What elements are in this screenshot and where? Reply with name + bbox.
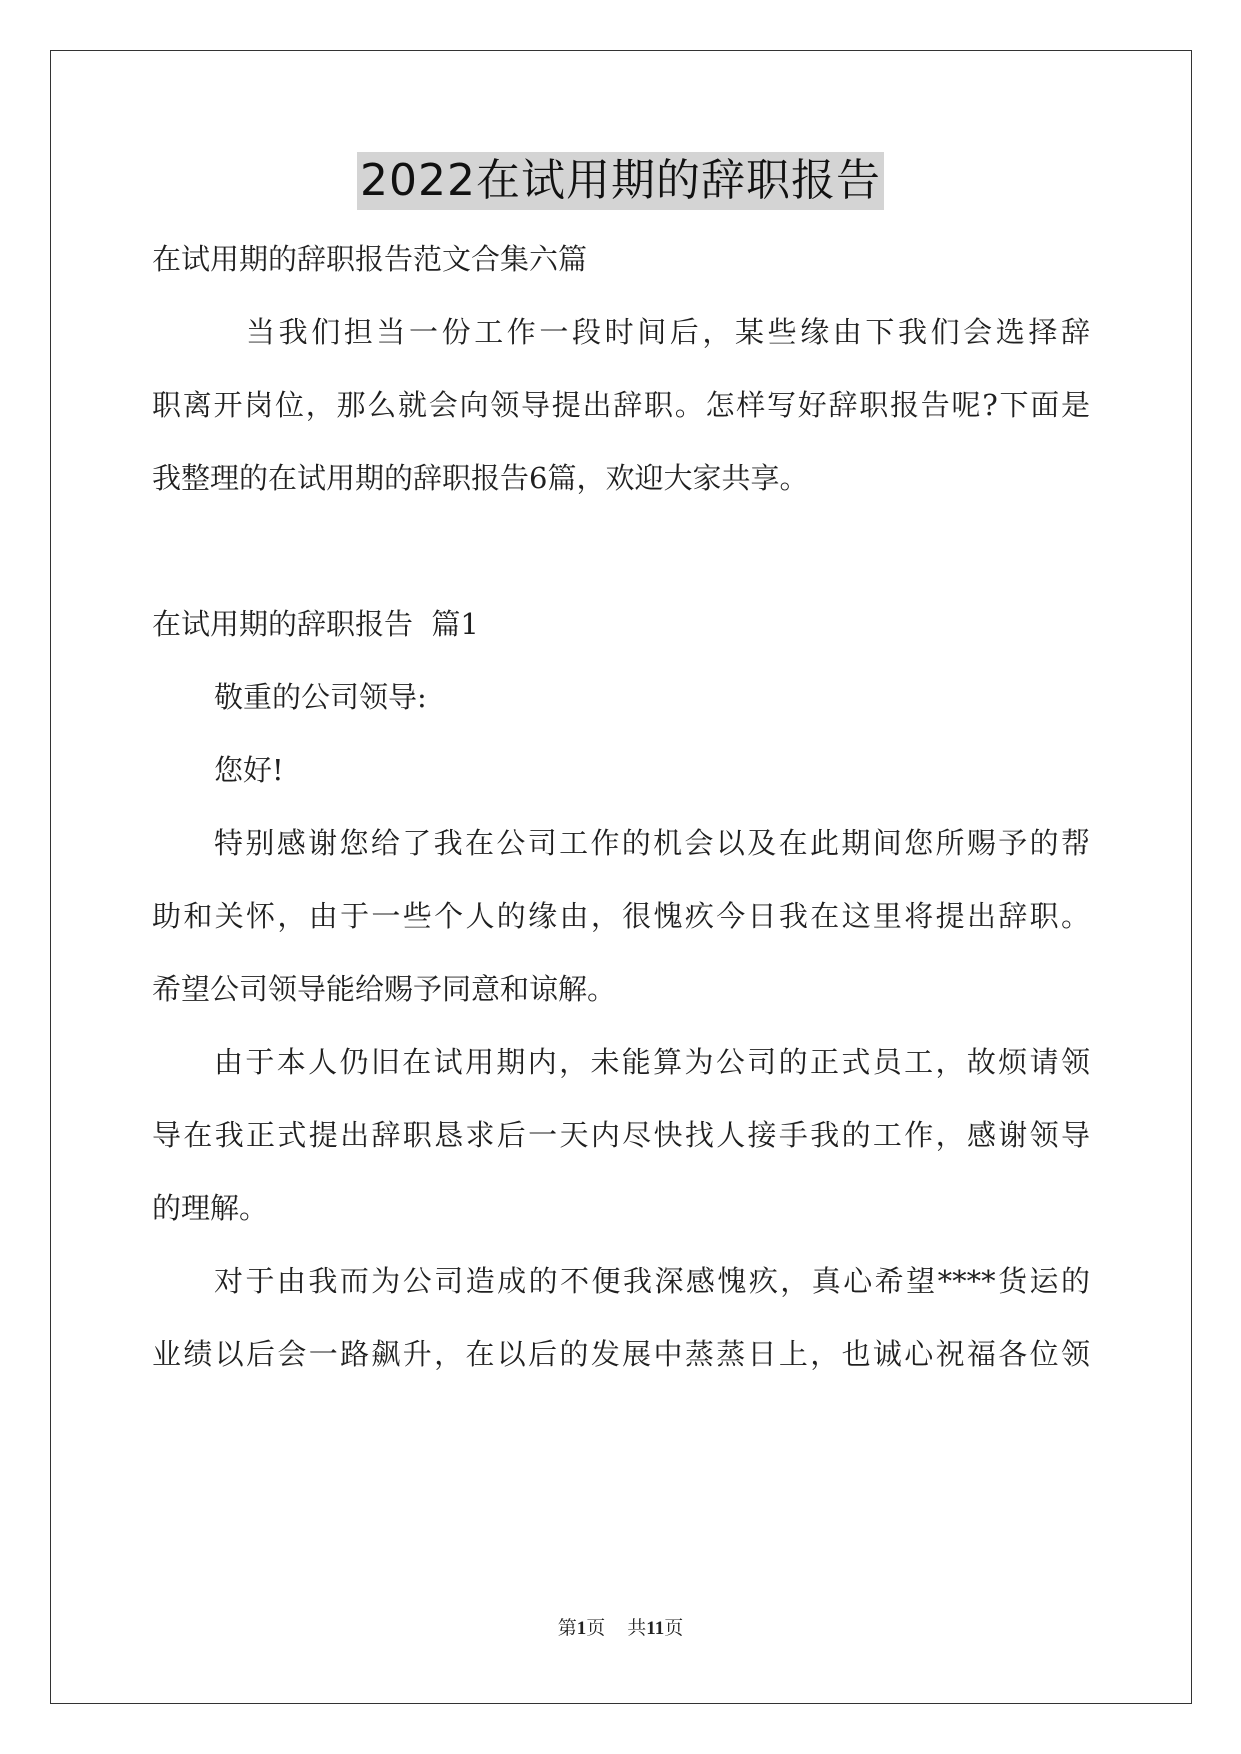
total-unit: 页 <box>664 1618 684 1639</box>
intro-line-1: 当我们担当一份工作一段时间后，某些缘由下我们会选择辞 <box>246 315 1090 349</box>
paragraph1-line-3: 希望公司领导能给赐予同意和谅解。 <box>152 972 617 1006</box>
paragraph2-line-2: 导在我正式提出辞职恳求后一天内尽快找人接手我的工作，感谢领导 <box>152 1118 1090 1152</box>
page-unit: 页 <box>586 1618 606 1639</box>
intro-line-2: 职离开岗位，那么就会向领导提出辞职。怎样写好辞职报告呢?下面是 <box>152 388 1090 422</box>
current-page-number: 1 <box>576 1618 587 1639</box>
paragraph2-line-3: 的理解。 <box>152 1191 269 1225</box>
page-footer <box>0 1613 1241 1640</box>
greeting: 您好! <box>214 753 284 787</box>
paragraph2-line-1: 由于本人仍旧在试用期内，未能算为公司的正式员工，故烦请领 <box>214 1045 1090 1079</box>
paragraph1-line-2: 助和关怀，由于一些个人的缘由，很愧疚今日我在这里将提出辞职。 <box>152 899 1090 933</box>
total-prefix: 共 <box>627 1618 647 1639</box>
page-prefix: 第 <box>557 1618 577 1639</box>
title-container <box>0 152 1241 210</box>
total-page-count: 11 <box>646 1618 665 1639</box>
document-title: 2022在试用期的辞职报告 <box>357 152 884 210</box>
salutation: 敬重的公司领导: <box>214 680 427 714</box>
document-subtitle: 在试用期的辞职报告范文合集六篇 <box>152 242 588 276</box>
paragraph3-line-1: 对于由我而为公司造成的不便我深感愧疚，真心希望****货运的 <box>214 1264 1090 1298</box>
paragraph3-line-2: 业绩以后会一路飙升，在以后的发展中蒸蒸日上，也诚心祝福各位领 <box>152 1337 1090 1371</box>
section-heading: 在试用期的辞职报告 篇1 <box>152 607 479 641</box>
intro-line-3: 我整理的在试用期的辞职报告6篇，欢迎大家共享。 <box>152 461 809 495</box>
paragraph1-line-1: 特别感谢您给了我在公司工作的机会以及在此期间您所赐予的帮 <box>214 826 1090 860</box>
page-border <box>50 50 1192 1704</box>
